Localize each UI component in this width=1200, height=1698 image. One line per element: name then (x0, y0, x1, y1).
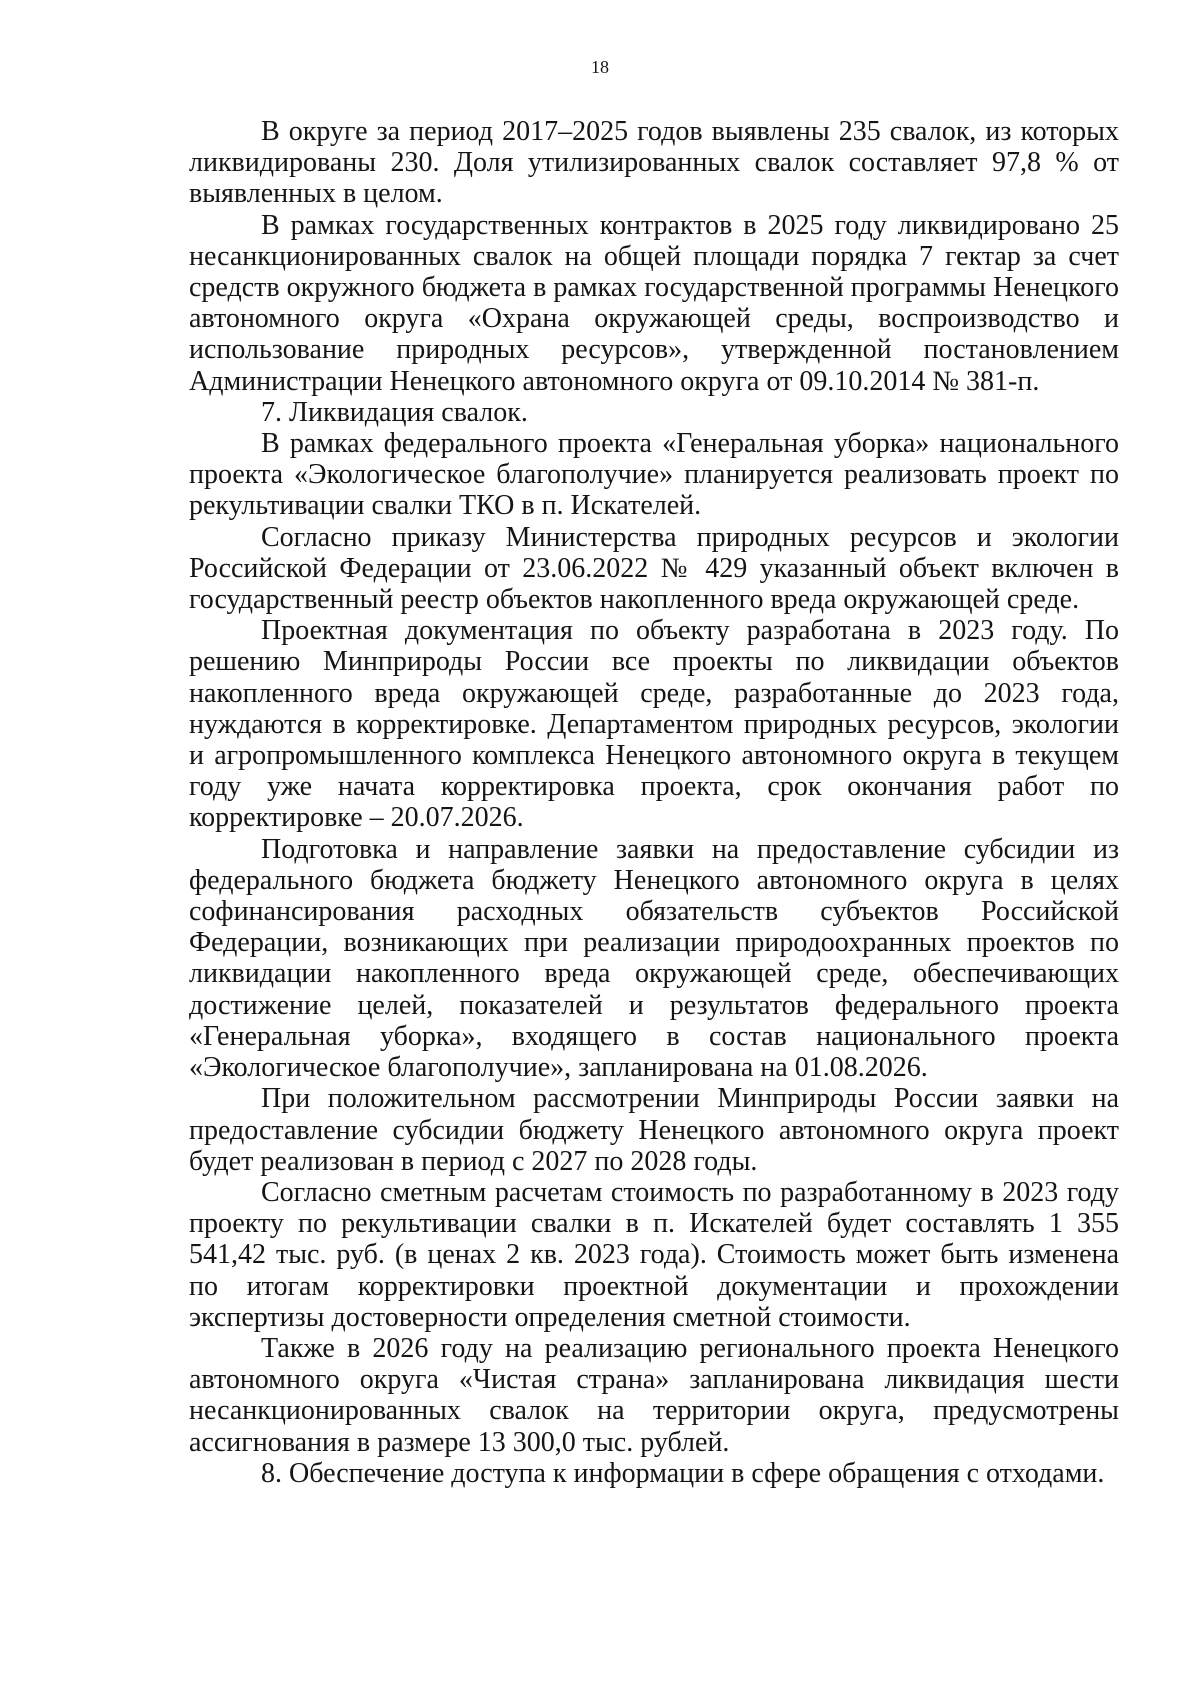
paragraph-state-contracts: В рамках государственных контрактов в 2025 году ликвидировано 25 несанкционированных свалок на общей площади порядка 7 гектар за счет средств окружного бюджета в рамках государственной программы Ненецкого автономного округа «Охрана окружающей среды, воспроизводство и использование природных ресурсов», утвержденной постановлением Администрации Ненецкого автономного округа от 09.10.2014 № 381-п. (189, 209, 1119, 397)
paragraph-federal-project: В рамках федерального проекта «Генеральная уборка» национального проекта «Экологическое благополучие» планируется реализовать проект по рекультивации свалки ТКО в п. Искателей. (189, 428, 1119, 522)
page-number: 18 (591, 57, 609, 77)
paragraph-project-documentation: Проектная документация по объекту разработана в 2023 году. По решению Минприроды России все проекты по ликвидации объектов накопленного вреда окружающей среде, разработанные до 2023 года, нуждаются в корректировке. Департаментом природных ресурсов, экологии и агропромышленного комплекса Ненецкого автономного округа в текущем году уже начата корректировка проекта, срок окончания работ по корректировке – 20.07.2026. (189, 615, 1119, 834)
paragraph-implementation-period: При положительном рассмотрении Минприроды России заявки на предоставление субсидии бюджету Ненецкого автономного округа проект будет реализован в период с 2027 по 2028 годы. (189, 1083, 1119, 1177)
paragraph-ministry-order: Согласно приказу Министерства природных ресурсов и экологии Российской Федерации от 23.06.2022 № 429 указанный объект включен в государственный реестр объектов накопленного вреда окружающей среде. (189, 521, 1119, 616)
section-heading-dump-liquidation: 7. Ликвидация свалок. (261, 396, 528, 428)
paragraph-cost-estimate: Согласно сметным расчетам стоимость по разработанному в 2023 году проекту по рекультивации свалки в п. Искателей будет составлять 1 355 541,42 тыс. руб. (в ценах 2 кв. 2023 года). Стоимость может быть изменена по итогам корректировки проектной документации и прохождении экспертизы достоверности определения сметной стоимости. (189, 1176, 1119, 1333)
document-body (189, 116, 1119, 1489)
paragraph-subsidy-application: Подготовка и направление заявки на предоставление субсидии из федерального бюджета бюджету Ненецкого автономного округа в целях софинансирования расходных обязательств субъектов Российской Федерации, возникающих при реализации природоохранных проектов по ликвидации накопленного вреда окружающей среде, обеспечивающих достижение целей, показателей и результатов федерального проекта «Генеральная уборка», входящего в состав национального проекта «Экологическое благополучие», запланирована на 01.08.2026. (189, 833, 1119, 1084)
section-heading-information-access: 8. Обеспечение доступа к информации в сфере обращения с отходами. (261, 1457, 1105, 1489)
paragraph-clean-country: Также в 2026 году на реализацию регионального проекта Ненецкого автономного округа «Чистая страна» запланирована ликвидация шести несанкционированных свалок на территории округа, предусмотрены ассигнования в размере 13 300,0 тыс. рублей. (189, 1332, 1119, 1458)
paragraph-dumps-statistics: В округе за период 2017–2025 годов выявлены 235 свалок, из которых ликвидированы 230. Доля утилизированных свалок составляет 97,8 % от выявленных в целом. (189, 116, 1119, 210)
